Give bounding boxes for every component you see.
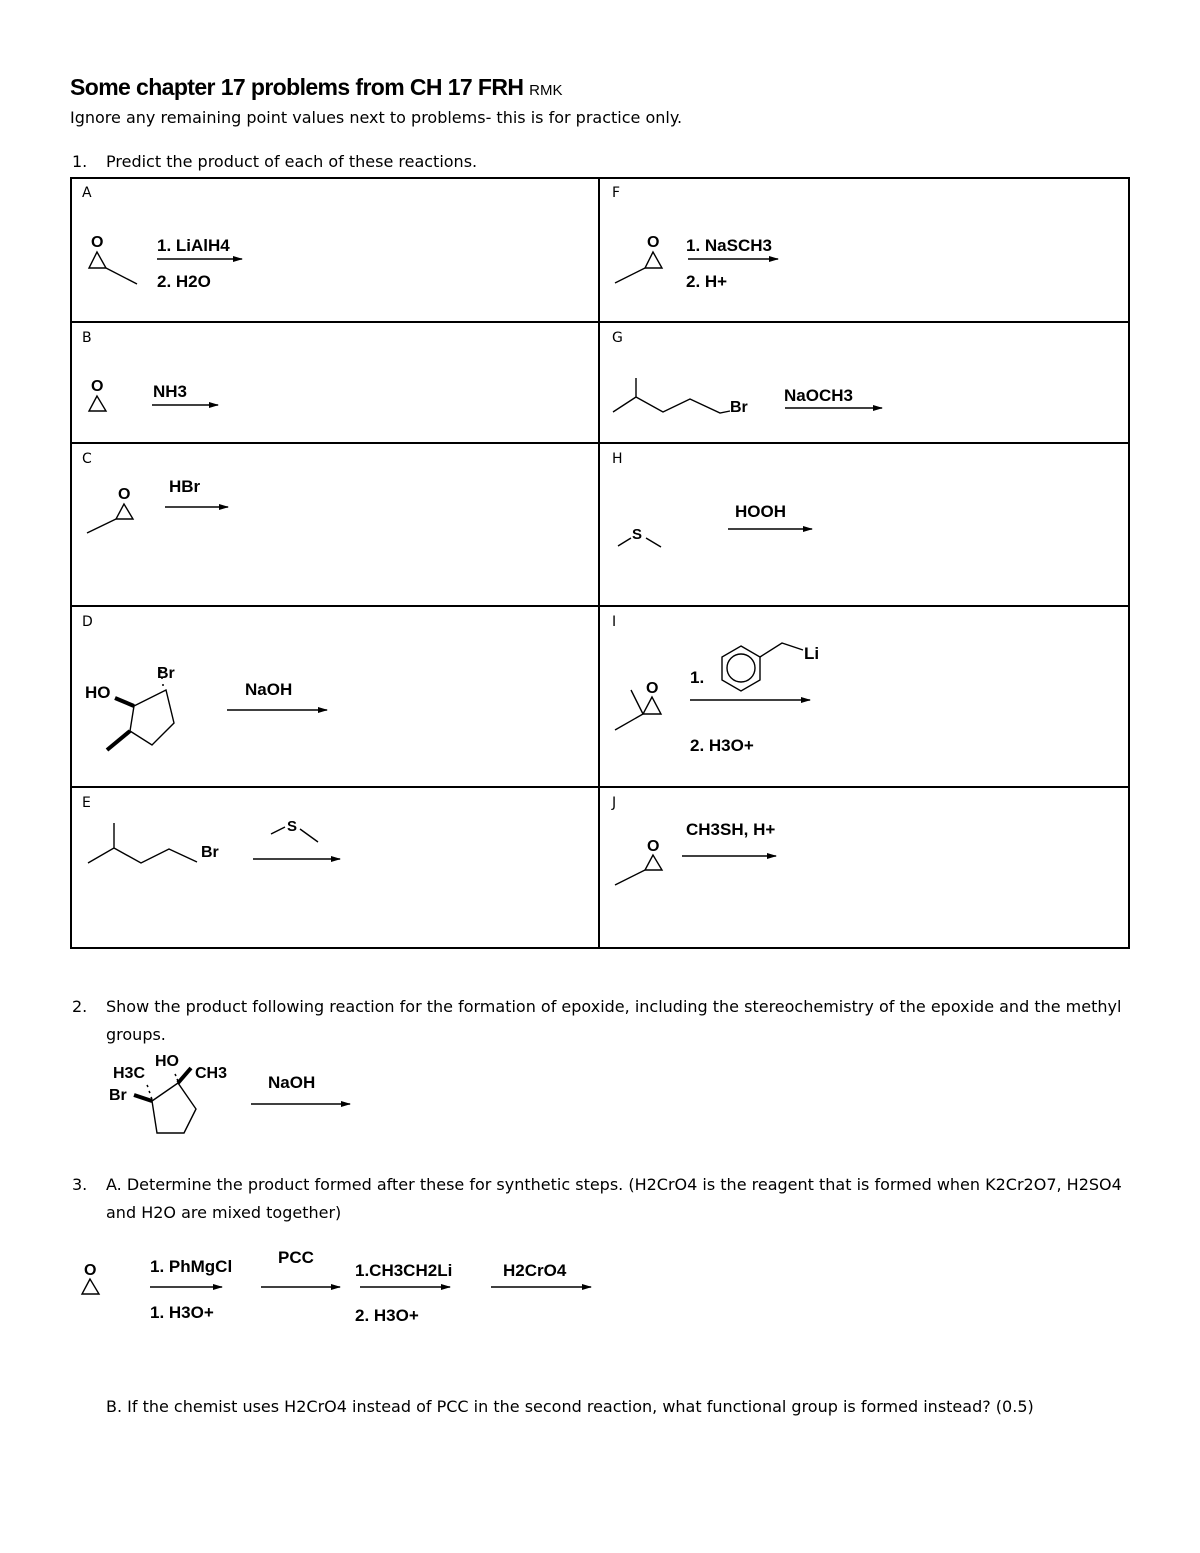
cell-label-h: H — [612, 451, 623, 467]
substituent-d-oh: HO — [85, 683, 111, 702]
question-3-text: A. Determine the product formed after these for synthetic steps. (H2CrO4 is the reagent that is formed when K2Cr2O7, H2SO4 and H2O are mixed together) — [106, 1175, 1122, 1222]
reagent-d: NaOH — [245, 680, 293, 699]
epoxide-structure-a — [89, 252, 137, 284]
q2-h3c-label: H3C — [113, 1065, 146, 1082]
practice-note: Ignore any remaining point values next to problems- this is for practice only. — [70, 108, 683, 127]
reagent-e: S — [287, 818, 298, 835]
substituent-d-br: Br — [157, 665, 175, 682]
epoxide-structure-c — [87, 504, 133, 533]
cell-label-f: F — [612, 185, 621, 201]
oxygen-label: O — [84, 1262, 97, 1279]
substituent-h-s: S — [632, 526, 643, 543]
cell-label-b: B — [82, 330, 92, 346]
reagent-f-2: 2. H+ — [686, 272, 728, 291]
q2-br-label: Br — [109, 1087, 127, 1104]
reagent-q3-step4-top: H2CrO4 — [503, 1261, 567, 1280]
reagent-a-2: 2. H2O — [157, 272, 211, 291]
cell-label-a: A — [82, 185, 92, 201]
benzyl-lithium-structure-i — [722, 643, 803, 691]
title-suffix: RMK — [529, 82, 563, 99]
cell-label-d: D — [82, 614, 93, 630]
reagent-q2: NaOH — [268, 1073, 316, 1092]
reagent-a-1: 1. LiAlH4 — [157, 236, 230, 255]
epoxide-structure-b — [89, 396, 106, 411]
title-main: Some chapter 17 problems from CH 17 FRH — [70, 74, 524, 100]
reagent-q3-step3-bottom: 2. H3O+ — [355, 1306, 419, 1325]
alkyl-bromide-g — [613, 378, 730, 413]
cell-label-c: C — [82, 451, 92, 467]
reagent-j: CH3SH, H+ — [686, 820, 776, 839]
q2-ho-label: HO — [155, 1053, 179, 1070]
reagent-c: HBr — [169, 477, 201, 496]
reagent-i-li: Li — [804, 644, 820, 663]
reagent-i-1: 1. — [690, 668, 705, 687]
question-3-part-b: B. If the chemist uses H2CrO4 instead of PCC in the second reaction, what functional group is formed instead? (0.5) — [106, 1397, 1034, 1416]
oxygen-label: O — [91, 378, 104, 395]
oxygen-label: O — [646, 680, 659, 697]
cell-label-e: E — [82, 795, 91, 811]
reagent-q3-step1-bottom: 1. H3O+ — [150, 1303, 214, 1322]
question-3-number: 3. — [72, 1175, 88, 1194]
cell-label-j: J — [612, 795, 617, 811]
reagent-i-2: 2. H3O+ — [690, 736, 754, 755]
reagent-q3-step2-top: PCC — [278, 1248, 314, 1267]
substituent-e-br: Br — [201, 844, 219, 861]
epoxide-structure-f — [615, 252, 662, 283]
reagent-b: NH3 — [153, 382, 188, 401]
oxygen-label: O — [118, 486, 131, 503]
oxygen-label: O — [647, 838, 660, 855]
reagent-q3-step1-top: 1. PhMgCl — [150, 1257, 233, 1276]
question-2-text: Show the product following reaction for the formation of epoxide, including the stereochemistry of the epoxide and the methyl groups. — [106, 997, 1122, 1044]
reagent-f-1: 1. NaSCH3 — [686, 236, 772, 255]
reagent-g: NaOCH3 — [784, 386, 853, 405]
question-1-number: 1. — [72, 152, 88, 171]
cell-label-g: G — [612, 330, 623, 346]
alkyl-bromide-e — [88, 823, 197, 863]
substituent-g-br: Br — [730, 399, 748, 416]
epoxide-structure-j — [615, 855, 662, 885]
cell-label-i: I — [612, 614, 617, 630]
question-1-text: Predict the product of each of these reactions. — [106, 152, 478, 171]
oxygen-label: O — [647, 234, 660, 251]
reagent-q3-step3-top: 1.CH3CH2Li — [355, 1261, 453, 1280]
question-2-number: 2. — [72, 997, 88, 1016]
reagent-h: HOOH — [735, 502, 786, 521]
q2-ch3-label: CH3 — [195, 1065, 228, 1082]
epoxide-structure-q3 — [82, 1279, 99, 1294]
oxygen-label: O — [91, 234, 104, 251]
